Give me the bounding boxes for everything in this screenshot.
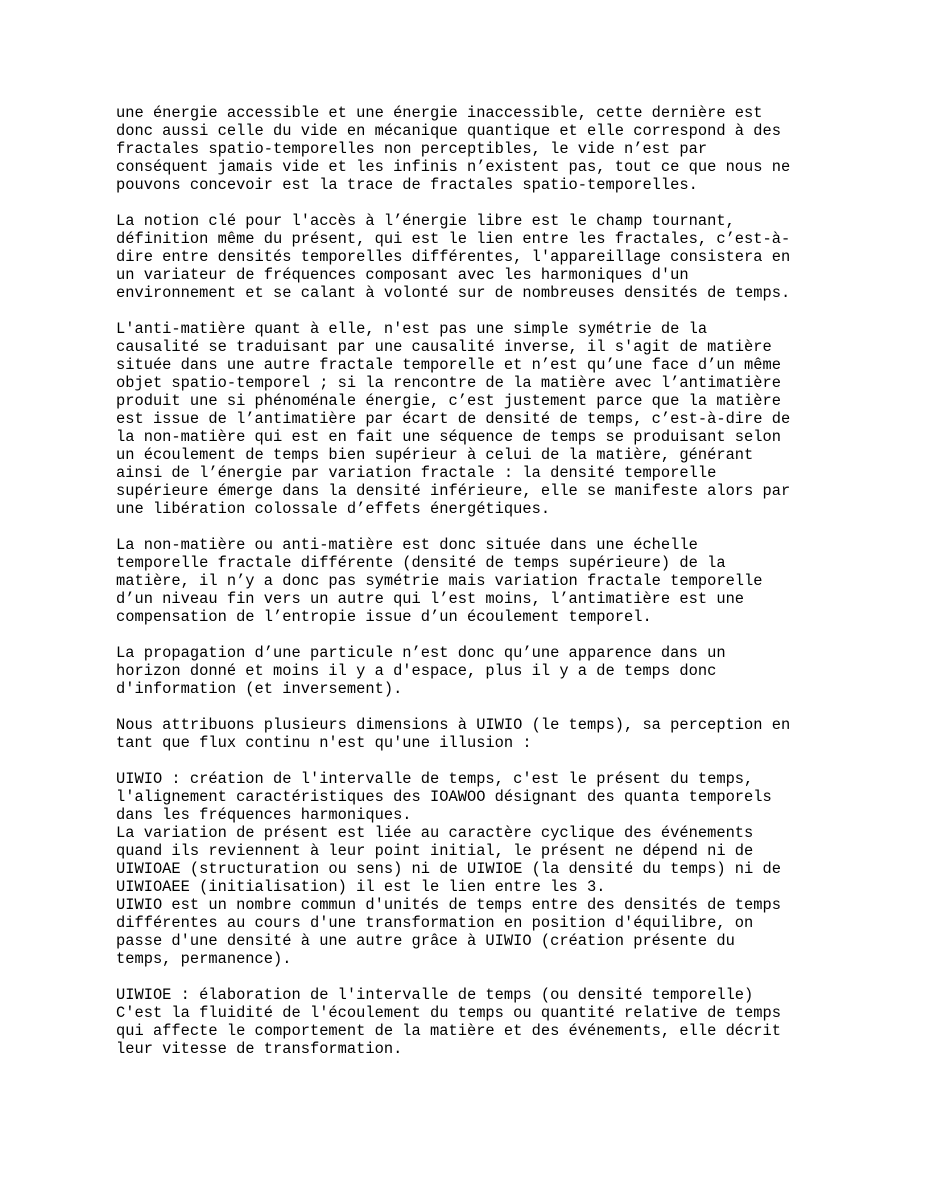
- text-line: donc aussi celle du vide en mécanique quantique et elle correspond à des: [116, 122, 781, 140]
- text-line: conséquent jamais vide et les infinis n’existent pas, tout ce que nous ne: [116, 158, 791, 176]
- text-line: tant que flux continu n'est qu'une illusion :: [116, 734, 532, 752]
- text-line: Nous attribuons plusieurs dimensions à UIWIO (le temps), sa perception en: [116, 716, 791, 734]
- paragraph-champ-tournant: [116, 212, 816, 302]
- text-line: passe d'une densité à une autre grâce à UIWIO (création présente du: [116, 932, 735, 950]
- text-line: l'alignement caractéristiques des IOAWOO désignant des quanta temporels: [116, 788, 772, 806]
- text-line: UIWIOAEE (initialisation) il est le lien entre les 3.: [116, 878, 606, 896]
- text-line: objet spatio-temporel ; si la rencontre de la matière avec l’antimatière: [116, 374, 781, 392]
- text-line: définition même du présent, qui est le lien entre les fractales, c’est-à-: [116, 230, 791, 248]
- text-line: pouvons concevoir est la trace de fractales spatio-temporelles.: [116, 176, 698, 194]
- paragraph-uiwioe: [116, 986, 816, 1058]
- text-line: La notion clé pour l'accès à l’énergie libre est le champ tournant,: [116, 212, 735, 230]
- text-line: UIWIO est un nombre commun d'unités de temps entre des densités de temps: [116, 896, 781, 914]
- text-line: temporelle fractale différente (densité de temps supérieure) de la: [116, 554, 726, 572]
- text-line: ainsi de l’énergie par variation fractale : la densité temporelle: [116, 464, 717, 482]
- text-line: environnement et se calant à volonté sur de nombreuses densités de temps.: [116, 284, 791, 302]
- text-line: matière, il n’y a donc pas symétrie mais variation fractale temporelle: [116, 572, 763, 590]
- text-line: UIWIOE : élaboration de l'intervalle de temps (ou densité temporelle): [116, 986, 754, 1004]
- text-line: produit une si phénoménale énergie, c’est justement parce que la matière: [116, 392, 781, 410]
- text-line: un écoulement de temps bien supérieur à celui de la matière, générant: [116, 446, 754, 464]
- text-line: d'information (et inversement).: [116, 680, 403, 698]
- text-line: compensation de l’entropie issue d’un écoulement temporel.: [116, 608, 652, 626]
- text-line: dire entre densités temporelles différentes, l'appareillage consistera en: [116, 248, 791, 266]
- text-line: d’un niveau fin vers un autre qui l’est moins, l’antimatière est une: [116, 590, 745, 608]
- text-line: La variation de présent est liée au caractère cyclique des événements: [116, 824, 754, 842]
- paragraph-anti-matiere: [116, 320, 816, 518]
- paragraph-propagation: [116, 644, 816, 698]
- text-line: la non-matière qui est en fait une séquence de temps se produisant selon: [116, 428, 781, 446]
- text-line: supérieure émerge dans la densité inférieure, elle se manifeste alors par: [116, 482, 791, 500]
- text-line: une énergie accessible et une énergie inaccessible, cette dernière est: [116, 104, 763, 122]
- text-line: qui affecte le comportement de la matière et des événements, elle décrit: [116, 1022, 781, 1040]
- text-line: un variateur de fréquences composant avec les harmoniques d'un: [116, 266, 689, 284]
- text-line: une libération colossale d’effets énergétiques.: [116, 500, 551, 518]
- text-line: située dans une autre fractale temporelle et n’est qu’une face d’un même: [116, 356, 781, 374]
- text-line: L'anti-matière quant à elle, n'est pas une simple symétrie de la: [116, 320, 708, 338]
- text-line: La non-matière ou anti-matière est donc située dans une échelle: [116, 536, 698, 554]
- text-line: La propagation d’une particule n’est donc qu’une apparence dans un: [116, 644, 726, 662]
- text-line: horizon donné et moins il y a d'espace, plus il y a de temps donc: [116, 662, 717, 680]
- text-line: dans les fréquences harmoniques.: [116, 806, 412, 824]
- text-line: différentes au cours d'une transformation en position d'équilibre, on: [116, 914, 754, 932]
- text-line: temps, permanence).: [116, 950, 292, 968]
- text-line: fractales spatio-temporelles non perceptibles, le vide n’est par: [116, 140, 708, 158]
- paragraph-energie: [116, 104, 816, 194]
- text-line: quand ils reviennent à leur point initial, le présent ne dépend ni de: [116, 842, 754, 860]
- text-line: causalité se traduisant par une causalité inverse, il s'agit de matière: [116, 338, 772, 356]
- document-page: [116, 104, 816, 1076]
- paragraph-uiwio: [116, 770, 816, 968]
- text-line: est issue de l’antimatière par écart de densité de temps, c’est-à-dire de: [116, 410, 791, 428]
- paragraph-non-matiere: [116, 536, 816, 626]
- paragraph-dimensions: [116, 716, 816, 752]
- text-line: UIWIOAE (structuration ou sens) ni de UIWIOE (la densité du temps) ni de: [116, 860, 781, 878]
- text-line: UIWIO : création de l'intervalle de temps, c'est le présent du temps,: [116, 770, 754, 788]
- text-line: leur vitesse de transformation.: [116, 1040, 403, 1058]
- text-line: C'est la fluidité de l'écoulement du temps ou quantité relative de temps: [116, 1004, 781, 1022]
